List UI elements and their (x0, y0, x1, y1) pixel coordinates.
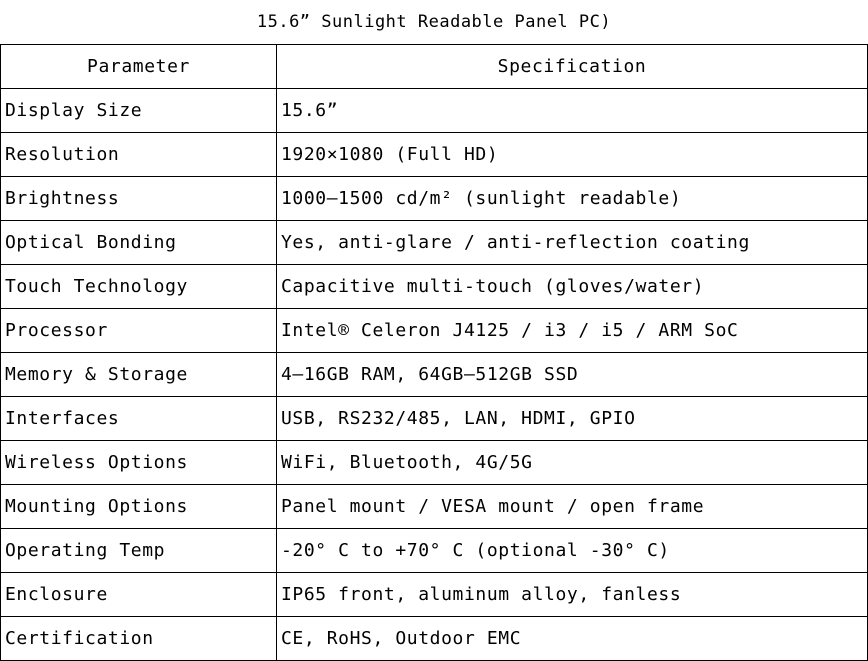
parameter-cell: Processor (1, 309, 277, 353)
table-row (1, 441, 868, 485)
parameter-cell: Operating Temp (1, 529, 277, 573)
table-row (1, 89, 868, 133)
parameter-cell: Wireless Options (1, 441, 277, 485)
table-caption: 15.6” Sunlight Readable Panel PC) (256, 12, 612, 32)
table-header-row (1, 45, 868, 89)
specification-cell: 1920×1080 (Full HD) (277, 133, 868, 177)
parameter-cell: Mounting Options (1, 485, 277, 529)
specification-cell: CE, RoHS, Outdoor EMC (277, 617, 868, 661)
table-row (1, 617, 868, 661)
parameter-cell: Display Size (1, 89, 277, 133)
parameter-cell: Memory & Storage (1, 353, 277, 397)
parameter-cell: Enclosure (1, 573, 277, 617)
table-row (1, 133, 868, 177)
specification-cell: Intel® Celeron J4125 / i3 / i5 / ARM SoC (277, 309, 868, 353)
specification-cell: USB, RS232/485, LAN, HDMI, GPIO (277, 397, 868, 441)
specification-cell: Capacitive multi-touch (gloves/water) (277, 265, 868, 309)
column-header-parameter: Parameter (1, 45, 277, 89)
specification-cell: 15.6” (277, 89, 868, 133)
table-row (1, 397, 868, 441)
spec-table (0, 44, 868, 661)
specification-cell: IP65 front, aluminum alloy, fanless (277, 573, 868, 617)
column-header-specification: Specification (277, 45, 868, 89)
specification-cell: Yes, anti-glare / anti-reflection coating (277, 221, 868, 265)
parameter-cell: Touch Technology (1, 265, 277, 309)
table-row (1, 221, 868, 265)
parameter-cell: Interfaces (1, 397, 277, 441)
specification-cell: 1000–1500 cd/m² (sunlight readable) (277, 177, 868, 221)
table-row (1, 529, 868, 573)
table-row (1, 177, 868, 221)
specification-cell: WiFi, Bluetooth, 4G/5G (277, 441, 868, 485)
table-row (1, 573, 868, 617)
table-row (1, 485, 868, 529)
parameter-cell: Resolution (1, 133, 277, 177)
parameter-cell: Certification (1, 617, 277, 661)
specification-cell: Panel mount / VESA mount / open frame (277, 485, 868, 529)
specification-cell: 4–16GB RAM, 64GB–512GB SSD (277, 353, 868, 397)
parameter-cell: Optical Bonding (1, 221, 277, 265)
table-row (1, 265, 868, 309)
table-row (1, 309, 868, 353)
parameter-cell: Brightness (1, 177, 277, 221)
specification-cell: -20° C to +70° C (optional -30° C) (277, 529, 868, 573)
table-row (1, 353, 868, 397)
